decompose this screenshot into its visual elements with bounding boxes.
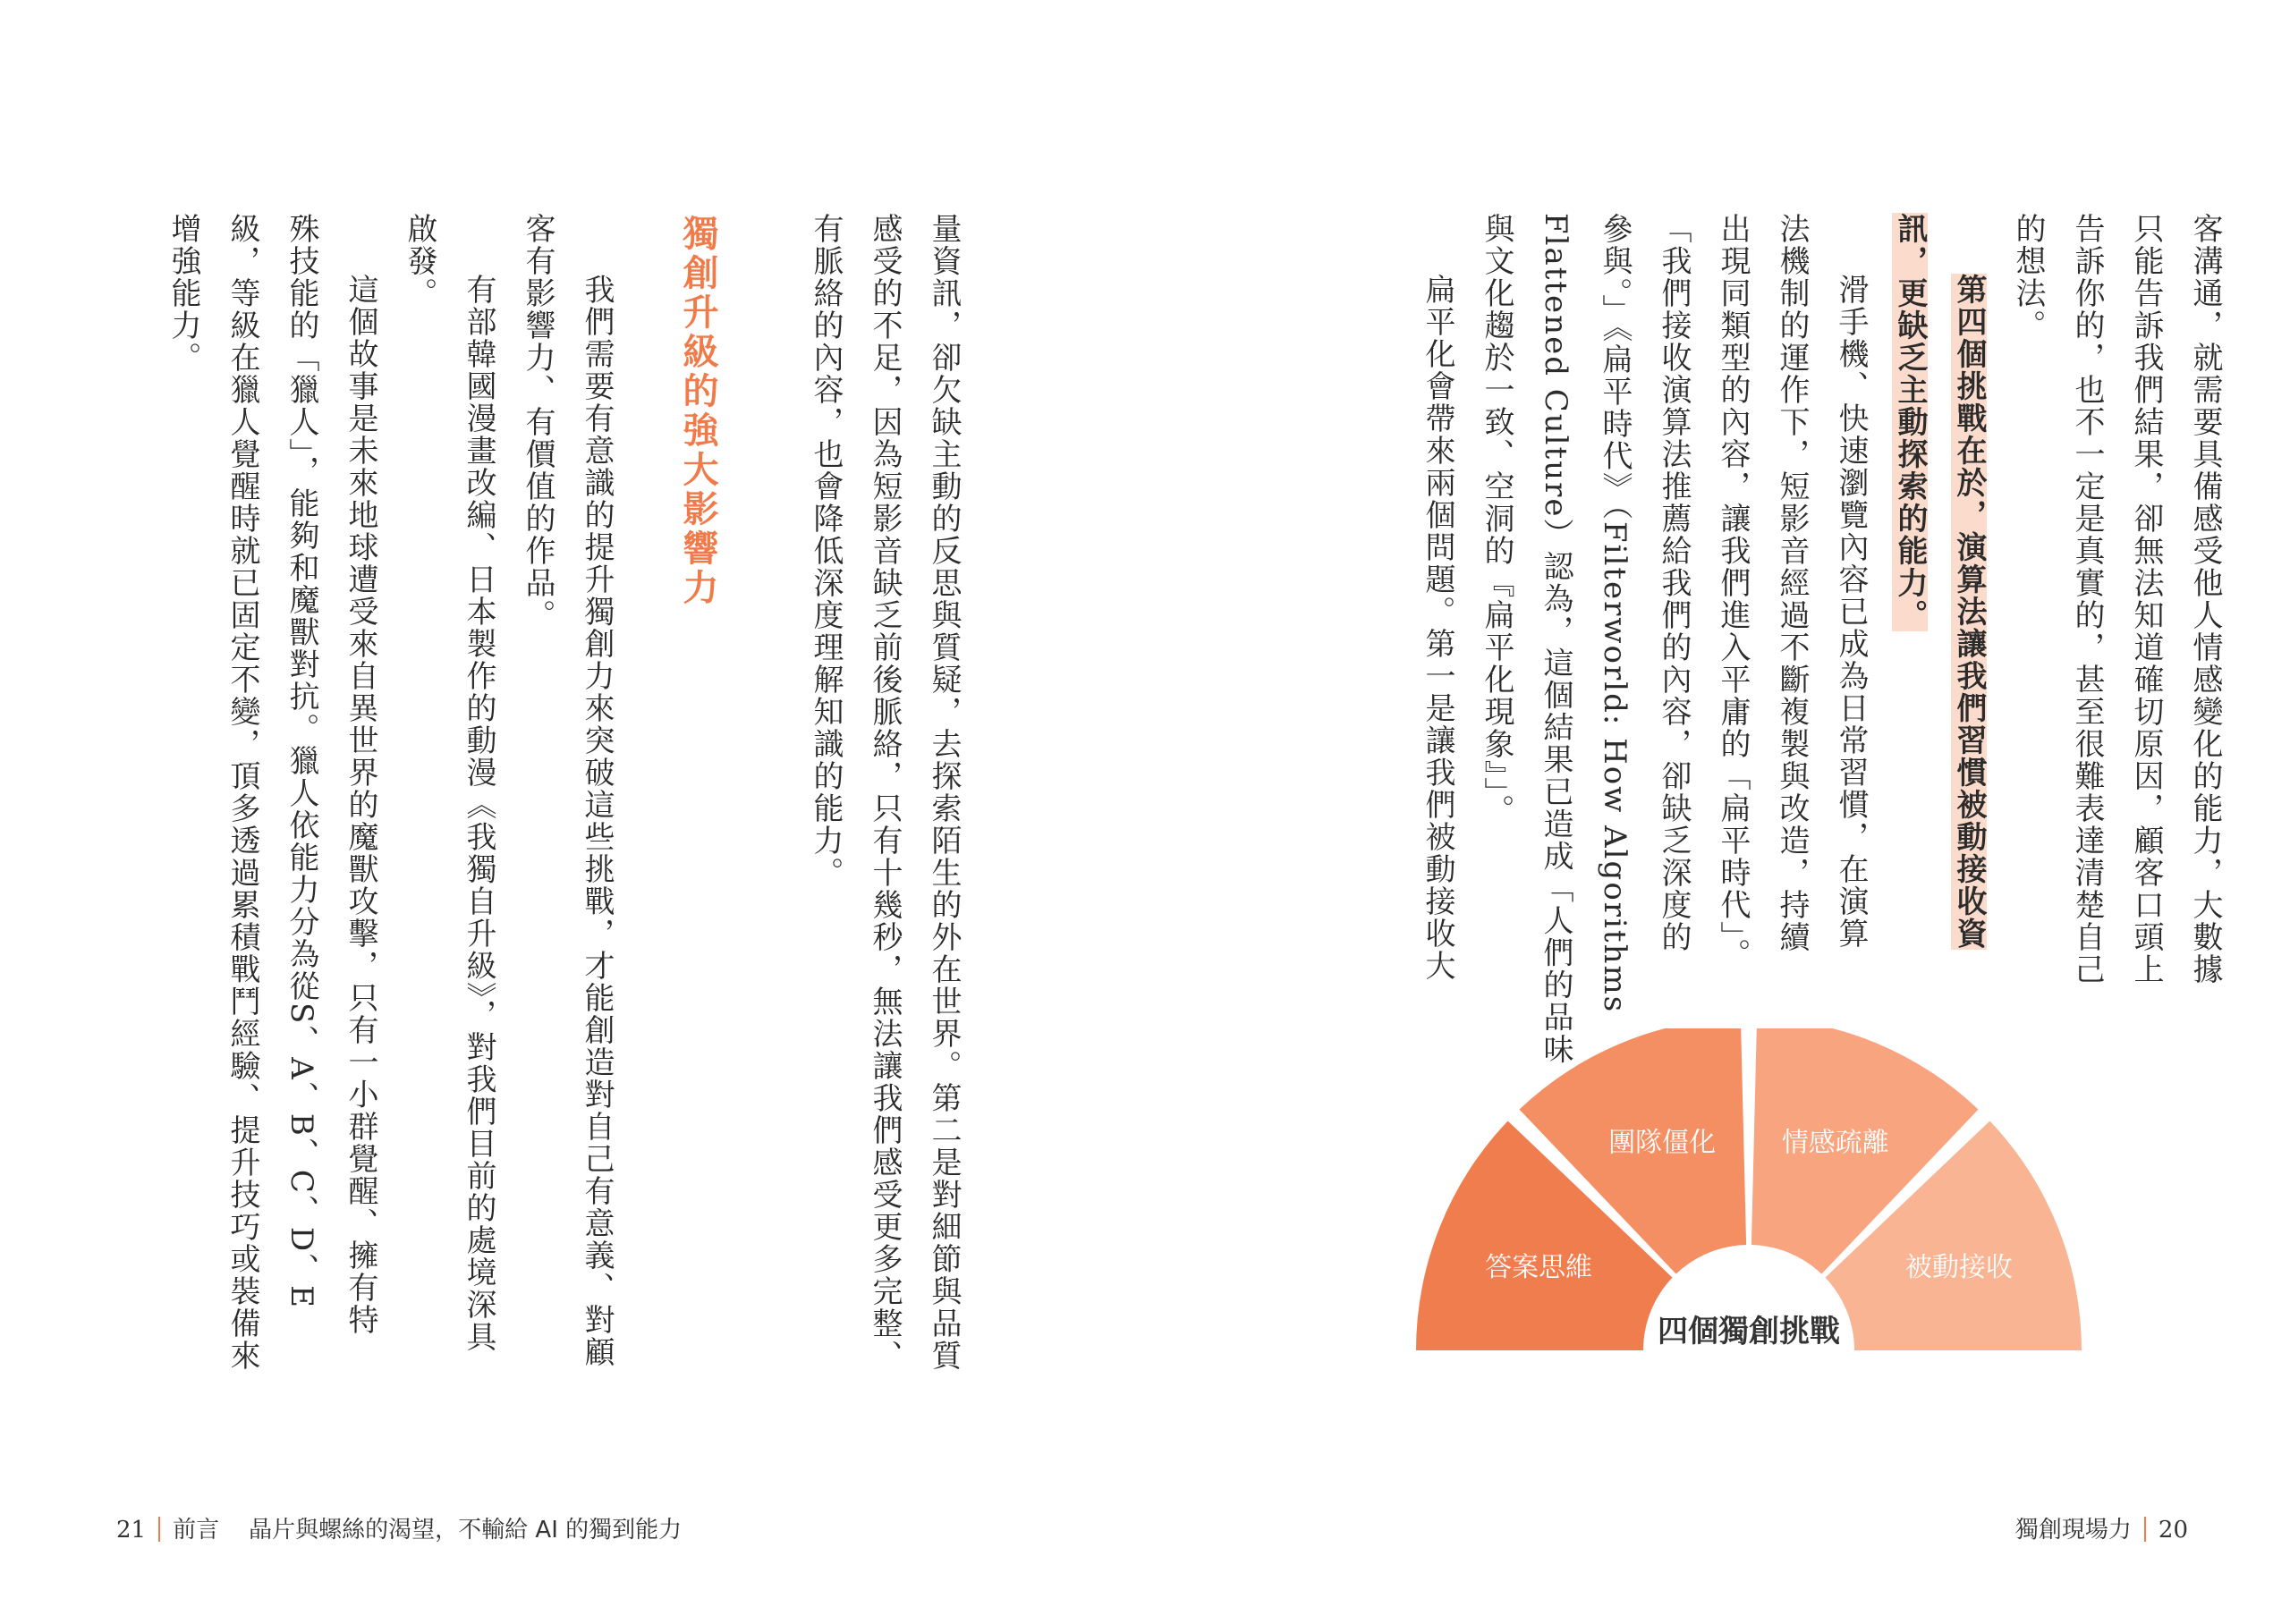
- paragraph-line: 只能告訴我們結果，卻無法知道確切原因，顧客口頭上: [2128, 213, 2164, 985]
- left-text-col1: [796, 213, 973, 1372]
- paragraph-line: 量資訊，卻欠缺主動的反思與質疑，去探索陌生的外在世界。第二是對細節與品質: [926, 213, 962, 1372]
- highlight-line: 第四個挑戰在於，演算法讓我們習慣被動接收資: [1951, 274, 1987, 950]
- footer-section: 前言: [173, 1517, 220, 1544]
- diagram-segment-label: 被動接收: [1904, 1252, 2013, 1284]
- footer-title: 獨創現場力: [2014, 1517, 2132, 1544]
- paragraph-line: 感受的不足，因為短影音缺乏前後脈絡，只有十幾秒，無法讓我們感受更多完整、: [867, 213, 903, 1372]
- paragraph-line: 的想法。: [2010, 213, 2046, 342]
- section-heading: 獨創升級的強大影響力: [677, 215, 718, 608]
- paragraph-line: 這個故事是未來地球遭受來自異世界的魔獸攻擊，只有一小群覺醒、擁有特: [343, 274, 378, 1336]
- paragraph-line: 參與。」《扁平時代》（Filterworld: How Algorithms: [1597, 213, 1633, 1014]
- paragraph-line: 增強能力。: [165, 213, 201, 374]
- diagram-center-label: 四個獨創挑戰: [1658, 1314, 1840, 1349]
- paragraph-line: 出現同類型的內容，讓我們進入平庸的「扁平時代」。: [1715, 213, 1751, 970]
- paragraph-line: 與文化趨於一致、空洞的『扁平化現象』」。: [1479, 213, 1514, 826]
- paragraph-line: 級，等級在獵人覺醒時就已固定不變，頂多透過累積戰鬥經驗、提升技巧或裝備來: [225, 213, 260, 1372]
- paragraph-line: 有部韓國漫畫改編、日本製作的動漫《我獨自升級》，對我們目前的處境深具: [461, 274, 496, 1353]
- paragraph-line: 「我們接收演算法推薦給我們的內容，卻缺乏深度的: [1656, 213, 1692, 953]
- paragraph-line: 有脈絡的內容，也會降低深度理解知識的能力。: [808, 213, 844, 889]
- paragraph-line: 法機制的運作下，短影音經過不斷複製與改造，持續: [1774, 213, 1810, 953]
- paragraph-line: Flattened Culture）認為，這個結果已造成「人們的品味: [1538, 213, 1573, 1066]
- left-text-col2: [154, 213, 626, 1372]
- paragraph-line: 殊技能的「獵人」，能夠和魔獸對抗。獵人依能力分為從S、A、B、C、D、E: [284, 213, 319, 1309]
- paragraph-line: 告訴你的，也不一定是真實的，甚至很難表達清楚自己: [2069, 213, 2105, 985]
- paragraph-line: 滑手機、快速瀏覽內容已成為日常習慣，在演算: [1833, 274, 1869, 950]
- paragraph-line: 客溝通，就需要具備感受他人情感變化的能力，大數據: [2187, 213, 2223, 985]
- page-number: 20: [2158, 1517, 2188, 1544]
- right-footer: [2015, 1511, 2188, 1544]
- footer-title: 晶片與螺絲的渴望，不輸給 AI 的獨到能力: [249, 1517, 683, 1544]
- paragraph-line: 客有影響力、有價值的作品。: [520, 213, 556, 631]
- footer-divider: [2144, 1517, 2146, 1542]
- highlight-line: 訊，更缺乏主動探索的能力。: [1892, 213, 1928, 631]
- paragraph-line: 扁平化會帶來兩個問題。第一是讓我們被動接收大: [1420, 274, 1455, 982]
- page-number: 21: [116, 1517, 147, 1544]
- left-footer: [116, 1511, 682, 1544]
- diagram-segment-label: 情感疏離: [1781, 1127, 1889, 1159]
- footer-divider: [158, 1517, 160, 1542]
- four-challenges-diagram: [1404, 1028, 2093, 1368]
- paragraph-line: 啟發。: [402, 213, 437, 309]
- paragraph-line: 我們需要有意識的提升獨創力來突破這些挑戰，才能創造對自己有意義、對顧: [579, 274, 615, 1368]
- right-text-col1: [1408, 213, 2235, 1066]
- diagram-segment-label: 團隊僵化: [1608, 1127, 1717, 1159]
- diagram-segment-label: 答案思維: [1485, 1252, 1593, 1284]
